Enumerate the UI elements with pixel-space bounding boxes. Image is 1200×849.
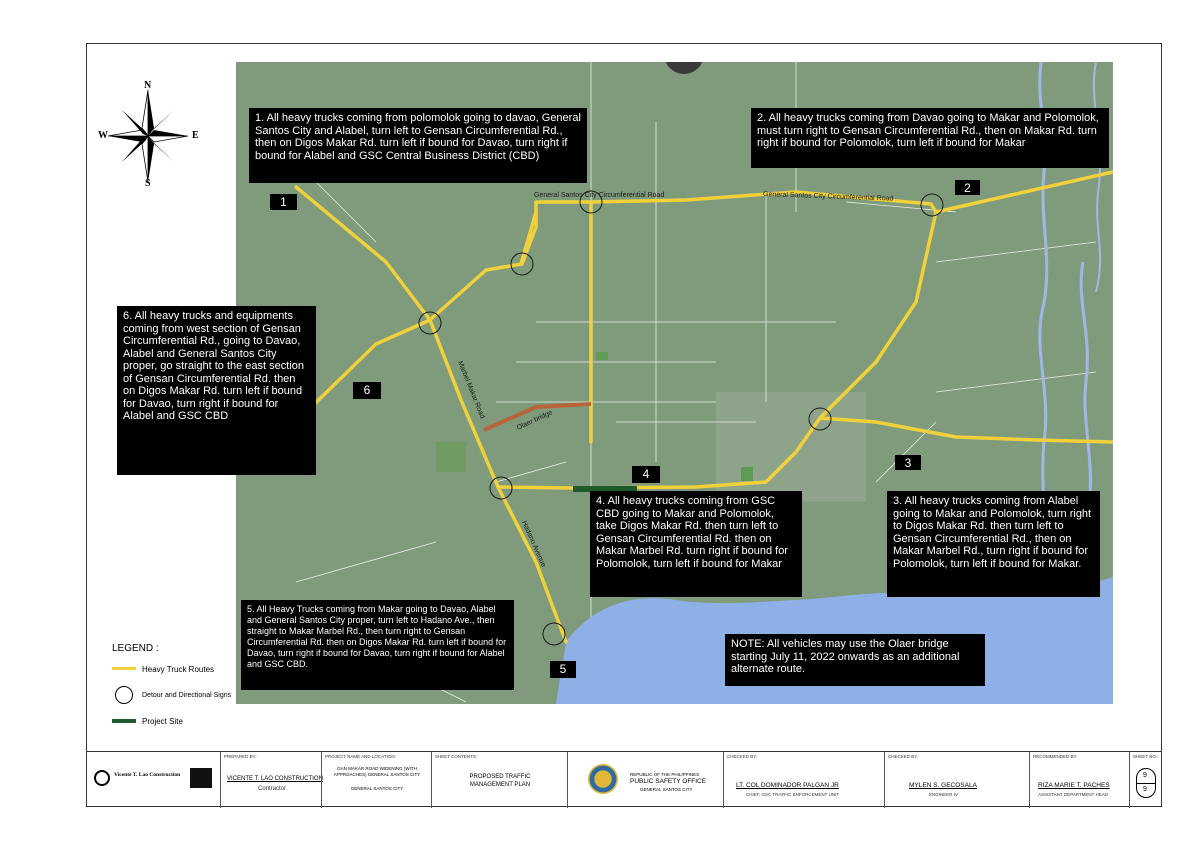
compass-south-label: S: [145, 178, 151, 189]
compass-north-label: N: [144, 80, 152, 91]
prepared-by-name: VICENTE T. LAO CONSTRUCTION: [227, 776, 323, 782]
prepared-by-cell: [220, 752, 321, 808]
olaer-bridge-note: NOTE: All vehicles may use the Olaer bridge starting July 11, 2022 onwards as an additional alternate route.: [725, 634, 985, 686]
prepared-by-role: Contractor: [258, 786, 287, 792]
checked-by-2-label: CHECKED BY:: [888, 754, 919, 759]
route-note-5: 5. All Heavy Trucks coming from Makar going to Davao, Alabel and General Santos City proper, turn left to Hadano Ave., then straight to Makar Marbel Rd., then turn right to Gensan Circumferential Rd. then on Digos Makar Rd. turn left if bound for Davao, turn right if bound for Davao, turn right if bound for Alabel and GSC CBD.: [241, 600, 514, 690]
sheet-number-divider: [1136, 783, 1156, 784]
road-label-circumferential-west: General Santos City Circumferential Road: [534, 192, 665, 199]
sheet-number: 9: [1143, 772, 1147, 779]
route-note-2: 2. All heavy trucks coming from Davao going to Makar and Polomolok, must turn right to Gensan Circumferential Rd., then on Makar Rd. turn right if bound for Polomolok, turn left if bound for Makar: [751, 108, 1109, 168]
legend-heavy-truck-label: Heavy Truck Routes: [142, 664, 215, 674]
route-badge-1: 1: [270, 194, 297, 210]
city-seal-icon: [588, 764, 618, 794]
sheet-number-cell: [1129, 752, 1162, 808]
legend-detour-label: Detour and Directional Signs: [142, 691, 232, 699]
farm-patch: [436, 442, 466, 472]
legend-title: LEGEND :: [112, 643, 159, 654]
checked-by-1-cell: [723, 752, 884, 808]
project-cell: [321, 752, 431, 808]
legend-row-project-site: [112, 712, 232, 730]
legend-project-site-label: Project Site: [142, 716, 183, 726]
recommended-by-name: RIZA MARIE T. PACHES: [1038, 782, 1110, 789]
heavy-truck-route-icon: [112, 660, 138, 678]
compass-rose: [96, 80, 206, 190]
checked-by-1-role: CHIEF, GSC TRAFFIC ENFORCEMENT UNIT: [746, 792, 840, 797]
road-label-marbel-makar: Marbel Makar Road: [456, 360, 486, 420]
route-note-1: 1. All heavy trucks coming from polomolok going to davao, General Santos City and Alabel, turn left to Gensan Circumferential Rd., then on Digos Makar Rd. turn left if bound for Davao, turn right if bound for Alabel and GSC Central Business District (CBD): [249, 108, 587, 183]
detour-sign-icon: [112, 686, 138, 704]
recommended-by-role: ASSISTANT DEPARTMENT HEAD: [1038, 792, 1109, 797]
recommended-by-label: RECOMMENDED BY:: [1033, 754, 1078, 759]
compass-star-icon: [96, 84, 206, 190]
office-republic: REPUBLIC OF THE PHILIPPINES: [630, 772, 700, 777]
legend-row-detour: [112, 686, 232, 704]
road-label-circumferential-east: General Santos City Circumferential Road: [762, 191, 894, 203]
checked-by-2-role: ENGINEER IV: [929, 792, 959, 797]
road-label-hadano-avenue: Hadano Avenue: [520, 519, 547, 569]
compass-east-label: E: [192, 130, 199, 141]
route-note-6: 6. All heavy trucks and equipments coming from west section of Gensan Circumferential Rd., going to Davao, Alabel and General Santos City proper, go straight to the east section of Gensan Circumferential Rd. then on Digos Makar Rd. turn left if bound for Davao, turn right if bound for Alabel and GSC CBD: [117, 306, 316, 475]
farm-patch: [596, 352, 608, 360]
sheet-number-label: SHEET NO.:: [1133, 754, 1159, 759]
contractor-logo-text: Vicente T. Lao Construction: [114, 772, 181, 778]
office-city: GENERAL SANTOS CITY: [640, 787, 693, 792]
route-badge-3: 3: [895, 455, 921, 470]
recommended-by-cell: [1029, 752, 1129, 808]
office-name: PUBLIC SAFETY OFFICE: [630, 778, 707, 785]
legend: [112, 643, 232, 738]
project-site-icon: [112, 712, 138, 730]
contractor-logo-cell: [86, 752, 220, 808]
route-badge-2: 2: [955, 180, 980, 195]
sheet-total: 9: [1143, 786, 1147, 793]
route-note-3: 3. All heavy trucks coming from Alabel going to Makar and Polomolok, turn right to Digos Makar Rd. then turn left to Gensan Circumferential Rd., then on Makar Marbel Rd., turn right if bound for Polomolok, turn left if bound for Makar.: [887, 491, 1100, 597]
checked-by-1-name: LT. COL DOMINADOR PALGAN JR: [736, 782, 839, 789]
sheet-contents-label: SHEET CONTENTS:: [435, 754, 478, 759]
legend-row-heavy-truck: [112, 660, 232, 678]
road-label-olaer-bridge: Olaer bridge: [515, 409, 554, 432]
checked-by-1-label: CHECKED BY:: [727, 754, 758, 759]
checked-by-2-cell: [884, 752, 1029, 808]
project-location: GENERAL SANTOS CITY: [350, 786, 404, 791]
sheet-contents: PROPOSED TRAFFIC MANAGEMENT PLAN: [469, 774, 531, 788]
certification-logo-icon: [190, 768, 212, 788]
checked-by-2-name: MYLEN S. GECOSALA: [909, 782, 977, 789]
contractor-logo-icon: [94, 770, 110, 786]
route-badge-4: 4: [632, 466, 660, 483]
sheet-contents-cell: [431, 752, 567, 808]
project-label: PROJECT NAME AND LOCATION:: [325, 754, 396, 759]
compass-west-label: W: [98, 130, 108, 141]
office-cell: [567, 752, 723, 808]
route-badge-5: 5: [550, 661, 576, 678]
prepared-by-label: PREPARED BY:: [224, 754, 257, 759]
route-note-4: 4. All heavy trucks coming from GSC CBD going to Makar and Polomolok, take Digos Makar Rd. then turn left to Gensan Circumferential Rd. then on Makar Marbel Rd. turn right if bound for Polomolok, turn left if bound for Makar: [590, 491, 802, 597]
title-block: [86, 751, 1162, 808]
farm-patch: [741, 467, 753, 481]
route-badge-6: 6: [353, 382, 381, 399]
project-name: GAN MAKAR ROAD WIDENING (WITH APPROACHES) GENERAL SANTOS CITY: [333, 766, 421, 777]
